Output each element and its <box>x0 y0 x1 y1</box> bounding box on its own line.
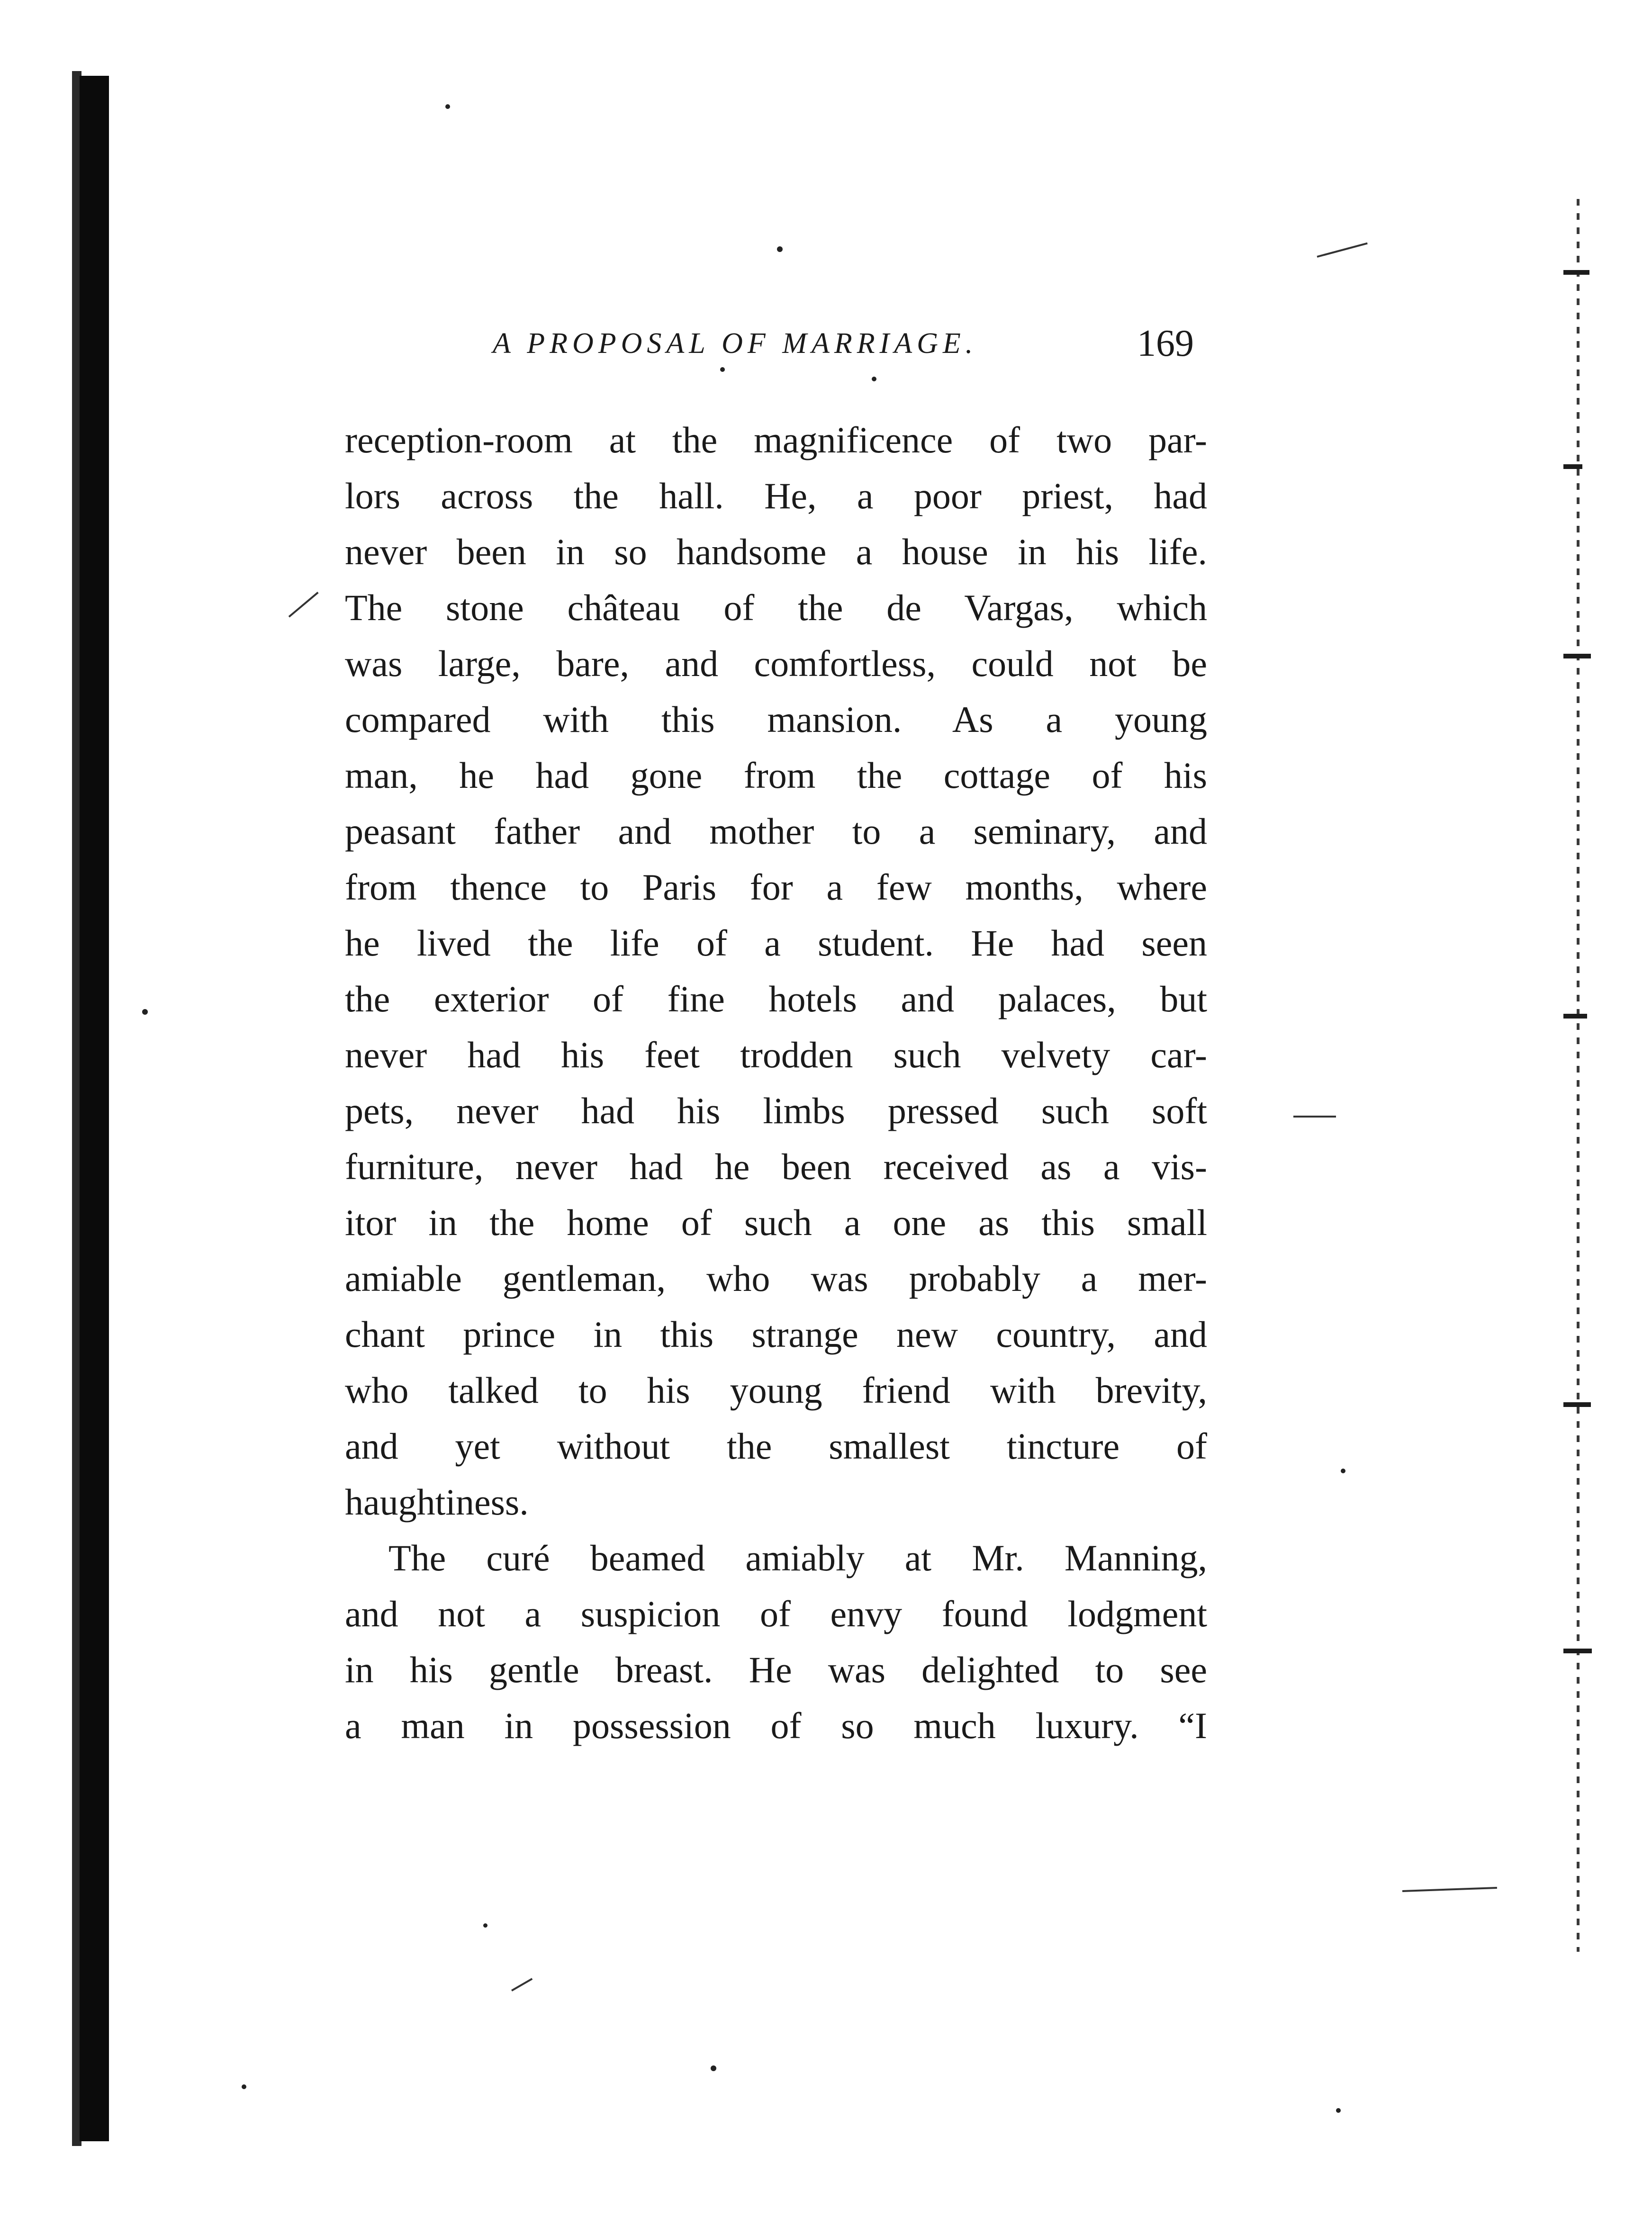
text-line: from thence to Paris for a few months, where <box>345 866 1207 908</box>
running-head-title: A PROPOSAL OF MARRIAGE. <box>493 327 978 360</box>
text-line: man, he had gone from the cottage of his <box>345 755 1207 796</box>
scan-speck <box>1336 2108 1341 2113</box>
body-text <box>345 412 1207 1754</box>
text-line: he lived the life of a student. He had seen <box>345 922 1207 964</box>
scan-speck <box>483 1923 487 1928</box>
text-line: itor in the home of such a one as this small <box>345 1202 1207 1243</box>
scan-stroke <box>1317 243 1367 258</box>
text-line: lors across the hall. He, a poor priest, had <box>345 475 1207 516</box>
text-line: never been in so handsome a house in his life. <box>345 531 1207 572</box>
text-line: furniture, never had he been received as a vis- <box>345 1146 1207 1187</box>
page-number: 169 <box>1137 323 1194 364</box>
text-line: chant prince in this strange new country, and <box>345 1314 1207 1355</box>
scan-speck <box>720 367 725 372</box>
text-line: who talked to his young friend with brevity, <box>345 1370 1207 1411</box>
text-line: in his gentle breast. He was delighted to see <box>345 1649 1207 1690</box>
binding-edge <box>80 76 109 2141</box>
scan-speck <box>1341 1469 1345 1473</box>
scan-speck <box>242 2084 246 2089</box>
scan-stroke <box>1402 1887 1497 1892</box>
text-line: never had his feet trodden such velvety car- <box>345 1034 1207 1075</box>
scan-edge-artifact <box>1563 199 1592 1952</box>
scan-speck <box>711 2065 716 2071</box>
text-line: and not a suspicion of envy found lodgment <box>345 1593 1207 1634</box>
paragraph <box>345 1530 1207 1754</box>
text-line: was large, bare, and comfortless, could not be <box>345 643 1207 684</box>
scan-edge-mark <box>1563 464 1582 469</box>
scan-edge-mark <box>1563 1649 1592 1653</box>
scan-edge-spine <box>1577 199 1580 1952</box>
text-line: The stone château of the de Vargas, which <box>345 587 1207 628</box>
scan-edge-mark <box>1563 654 1591 658</box>
text-line: the exterior of fine hotels and palaces, but <box>345 978 1207 1019</box>
text-line: haughtiness. <box>345 1481 529 1523</box>
text-line: pets, never had his limbs pressed such soft <box>345 1090 1207 1131</box>
text-line: compared with this mansion. As a young <box>345 699 1207 740</box>
scan-edge-mark <box>1563 1014 1587 1019</box>
scan-stroke <box>1293 1116 1336 1118</box>
scan-edge-mark <box>1563 270 1589 275</box>
scan-speck <box>445 104 450 109</box>
text-line: peasant father and mother to a seminary, and <box>345 811 1207 852</box>
scan-edge-mark <box>1563 1402 1591 1407</box>
scan-speck <box>777 246 783 252</box>
scan-stroke <box>289 592 319 617</box>
scan-stroke <box>511 1978 533 1991</box>
text-line: a man in possession of so much luxury. “I <box>345 1705 1207 1746</box>
text-line: The curé beamed amiably at Mr. Manning, <box>388 1537 1207 1578</box>
scan-speck <box>142 1009 148 1015</box>
scan-speck <box>872 377 876 381</box>
paragraph <box>345 412 1207 1530</box>
running-head <box>493 323 1260 374</box>
text-line: reception-room at the magnificence of two par- <box>345 419 1207 460</box>
text-line: and yet without the smallest tincture of <box>345 1425 1207 1467</box>
text-line: amiable gentleman, who was probably a mer- <box>345 1258 1207 1299</box>
